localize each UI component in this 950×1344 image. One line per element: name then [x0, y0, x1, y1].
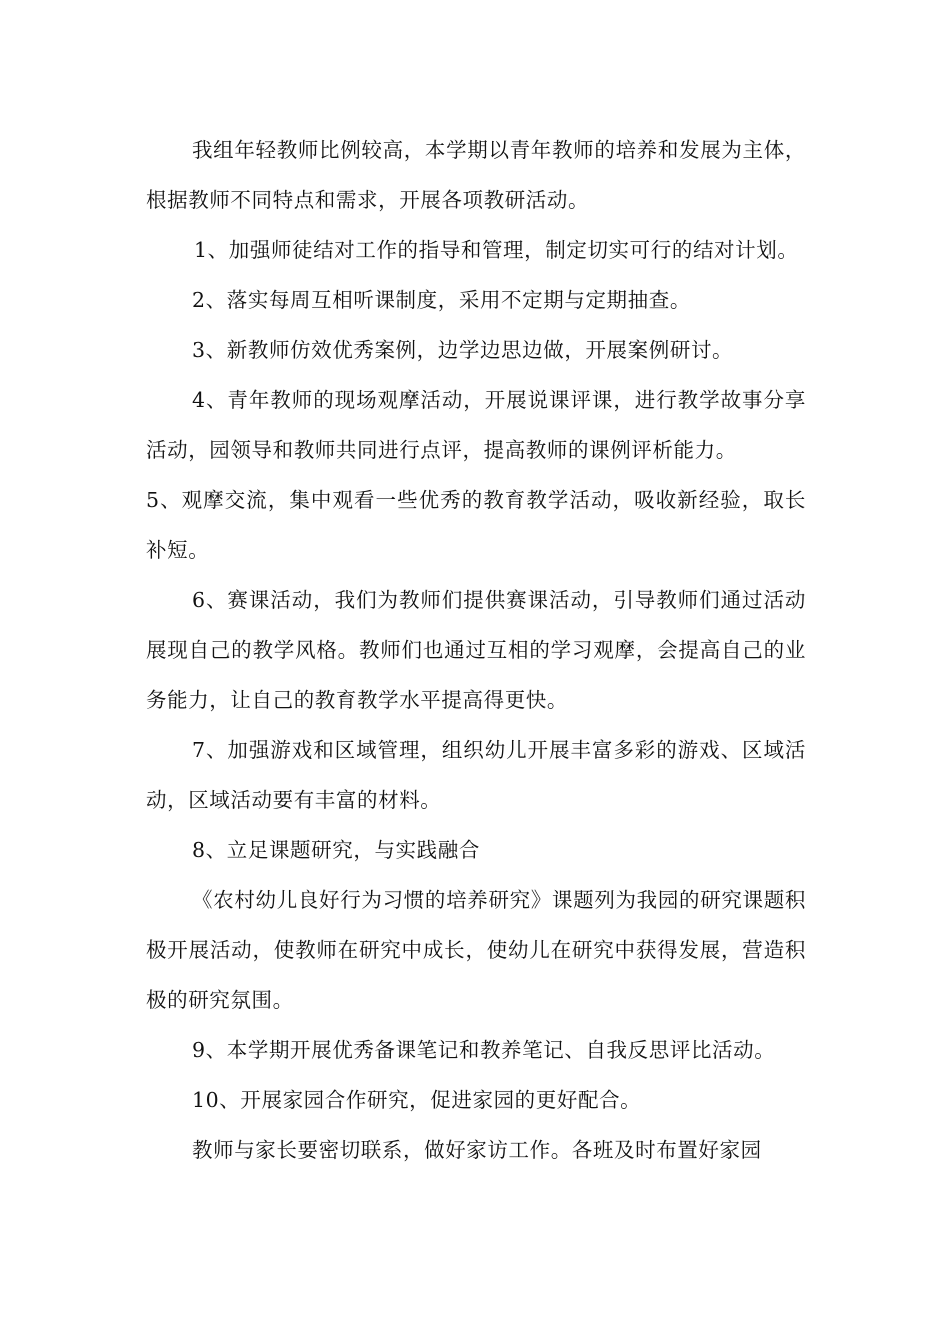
- item-10-paragraph: 教师与家长要密切联系，做好家访工作。各班及时布置好家园: [192, 1138, 762, 1162]
- item-7-paragraph: 7、加强游戏和区域管理，组织幼儿开展丰富多彩的游戏、区域活动，区域活动要有丰富的材料。: [146, 738, 806, 812]
- item-6-paragraph: 6、赛课活动，我们为教师们提供赛课活动，引导教师们通过活动展现自己的教学风格。教师们也通过互相的学习观摩，会提高自己的业务能力，让自己的教育教学水平提高得更快。: [146, 588, 806, 712]
- item-8-heading: 8、立足课题研究，与实践融合: [192, 838, 480, 862]
- intro-paragraph: 我组年轻教师比例较高，本学期以青年教师的培养和发展为主体，根据教师不同特点和需求，开展各项教研活动。: [146, 138, 806, 212]
- document-body: [146, 125, 806, 1175]
- item-10-heading: 10、开展家园合作研究，促进家园的更好配合。: [192, 1088, 642, 1112]
- item-9-paragraph: 9、本学期开展优秀备课笔记和教养笔记、自我反思评比活动。: [192, 1038, 776, 1062]
- item-3-paragraph: 3、新教师仿效优秀案例，边学边思边做，开展案例研讨。: [192, 338, 734, 362]
- item-4-paragraph: 4、青年教师的现场观摩活动，开展说课评课，进行教学故事分享活动，园领导和教师共同进行点评，提高教师的课例评析能力。: [146, 388, 806, 462]
- item-5-paragraph: 5、观摩交流，集中观看一些优秀的教育教学活动，吸收新经验，取长补短。: [146, 488, 806, 562]
- item-8-paragraph: 《农村幼儿良好行为习惯的培养研究》课题列为我园的研究课题积极开展活动，使教师在研究中成长，使幼儿在研究中获得发展，营造积极的研究氛围。: [146, 888, 806, 1012]
- item-2-paragraph: 2、落实每周互相听课制度，采用不定期与定期抽查。: [192, 288, 691, 312]
- item-1-paragraph: 1、加强师徒结对工作的指导和管理，制定切实可行的结对计划。: [194, 238, 799, 262]
